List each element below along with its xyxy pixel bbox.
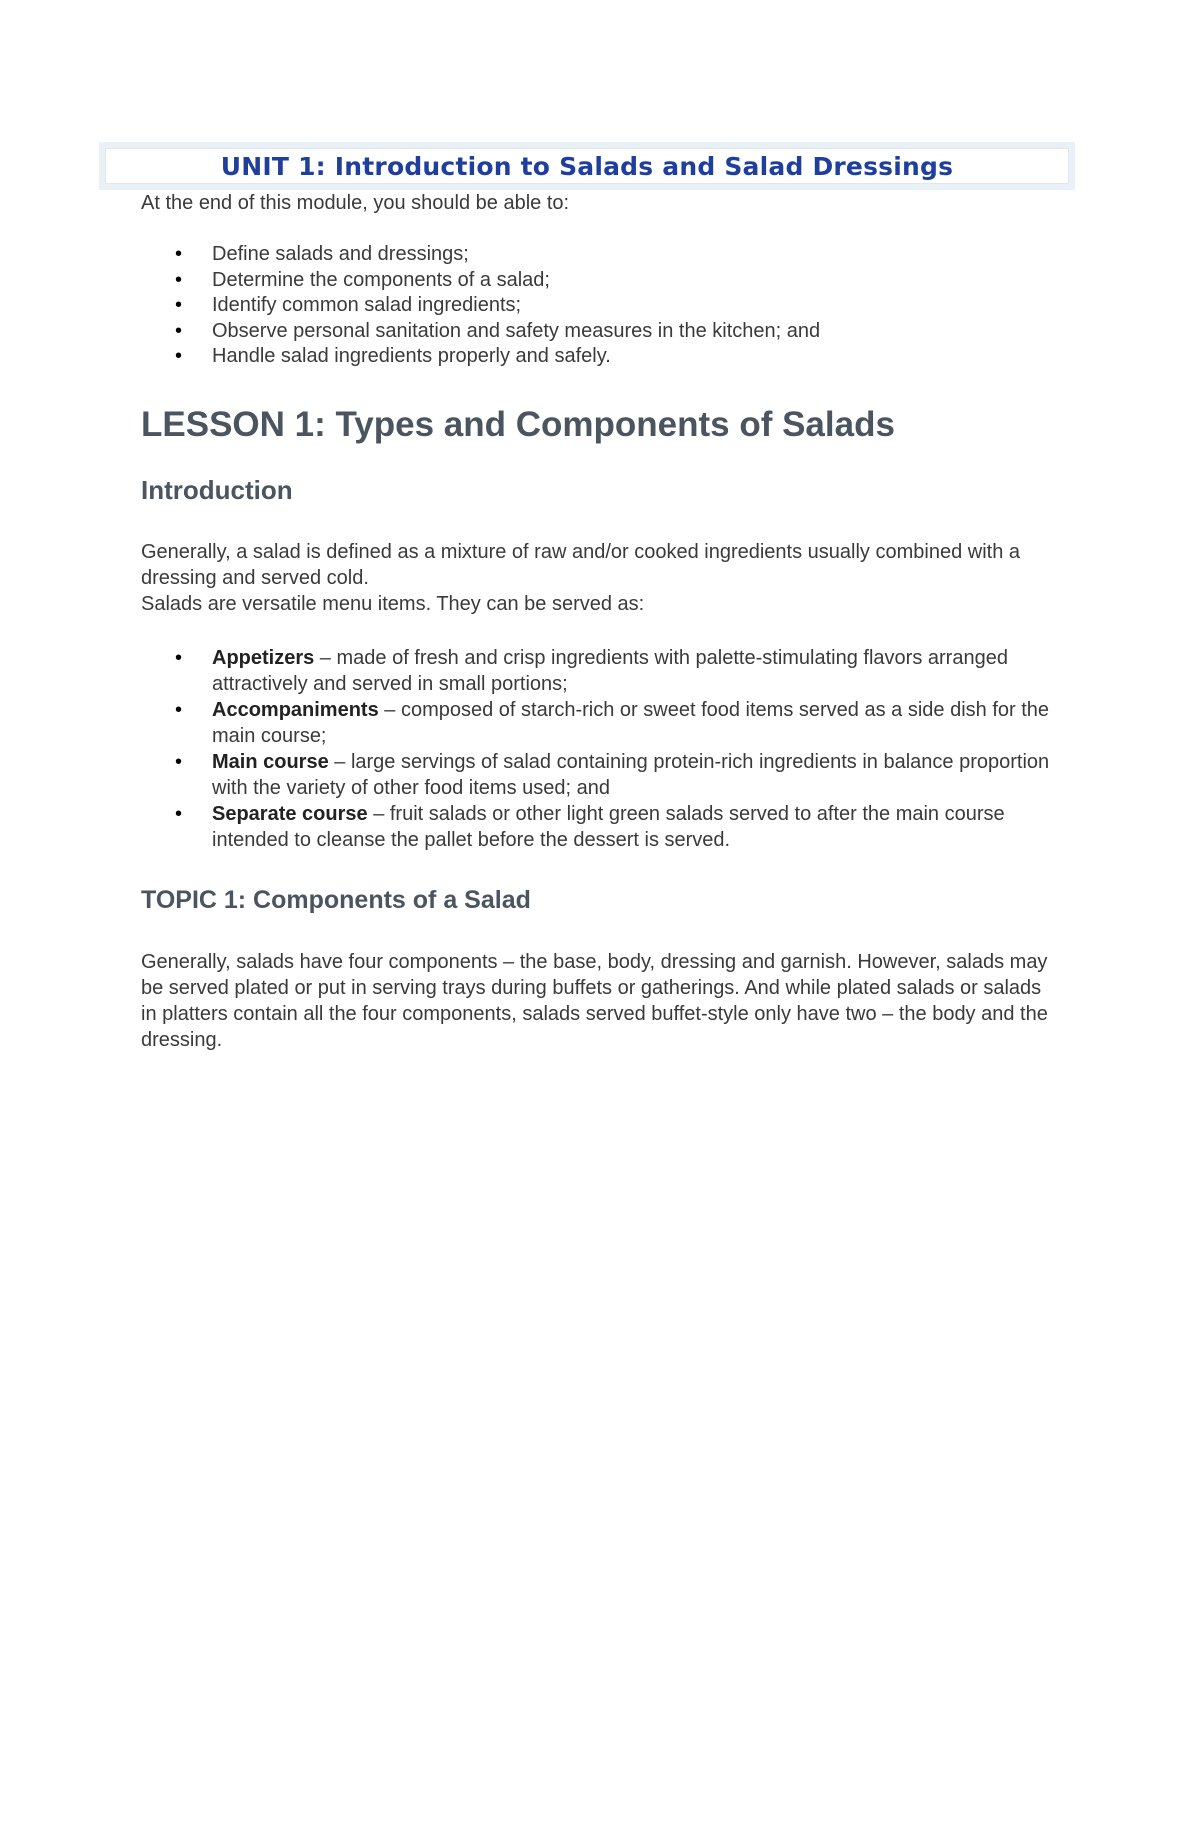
bullet-icon: • <box>175 268 183 291</box>
type-description: – made of fresh and crisp ingredients with palette-stimulating flavors arranged attractively and served in small portions; <box>212 646 1008 695</box>
type-term: Separate course <box>212 802 368 825</box>
type-term: Appetizers <box>212 646 315 669</box>
objectives-list <box>141 242 1061 370</box>
topic-body: Generally, salads have four components – the base, body, dressing and garnish. However, salads may be served plated or put in serving trays during buffets or gatherings. And while plated salads or salads in platters contain all the four components, salads served buffet-style only have two – the body and the dressing. <box>141 950 1048 1051</box>
bullet-icon: • <box>175 294 183 316</box>
list-item <box>141 749 1061 801</box>
lesson-title: LESSON 1: Types and Components of Salads <box>141 404 895 444</box>
type-term: Accompaniments <box>212 698 379 721</box>
list-item <box>141 801 1061 853</box>
list-item <box>141 268 1061 294</box>
bullet-icon: • <box>175 802 183 825</box>
type-term: Main course <box>212 750 329 773</box>
unit-banner <box>99 142 1075 190</box>
bullet-icon: • <box>175 750 183 773</box>
introduction-heading: Introduction <box>141 474 293 505</box>
unit-title: UNIT 1: Introduction to Salads and Salad Dressings <box>220 151 954 181</box>
objective-text: Identify common salad ingredients; <box>212 294 522 316</box>
list-item <box>141 319 1061 345</box>
bullet-icon: • <box>175 319 183 342</box>
bullet-icon: • <box>175 345 183 367</box>
list-item <box>141 697 1061 749</box>
document-content <box>141 190 1061 1053</box>
unit-banner-inner <box>105 148 1069 184</box>
objectives-intro: At the end of this module, you should be able to: <box>141 192 570 214</box>
type-description: – large servings of salad containing protein-rich ingredients in balance proportion with the variety of other food items used; and <box>212 750 1050 799</box>
objective-text: Observe personal sanitation and safety measures in the kitchen; and <box>212 319 821 342</box>
topic-title: TOPIC 1: Components of a Salad <box>141 885 531 914</box>
salad-types-list <box>141 645 1061 853</box>
objective-text: Handle salad ingredients properly and safely. <box>212 345 611 367</box>
salad-definition: Generally, a salad is defined as a mixture of raw and/or cooked ingredients usually combined with a dressing and served cold. <box>141 540 1020 589</box>
type-description: – fruit salads or other light green salads served to after the main course intended to cleanse the pallet before the dessert is served. <box>212 802 1005 851</box>
list-item <box>141 344 1061 370</box>
list-item <box>141 645 1061 697</box>
salad-served-as: Salads are versatile menu items. They can be served as: <box>141 592 645 615</box>
bullet-icon: • <box>175 243 183 265</box>
list-item <box>141 242 1061 268</box>
objective-text: Determine the components of a salad; <box>212 268 550 291</box>
bullet-icon: • <box>175 698 183 721</box>
type-description: – composed of starch-rich or sweet food items served as a side dish for the main course; <box>212 698 1050 747</box>
list-item <box>141 293 1061 319</box>
bullet-icon: • <box>175 646 183 669</box>
objective-text: Define salads and dressings; <box>212 243 469 265</box>
